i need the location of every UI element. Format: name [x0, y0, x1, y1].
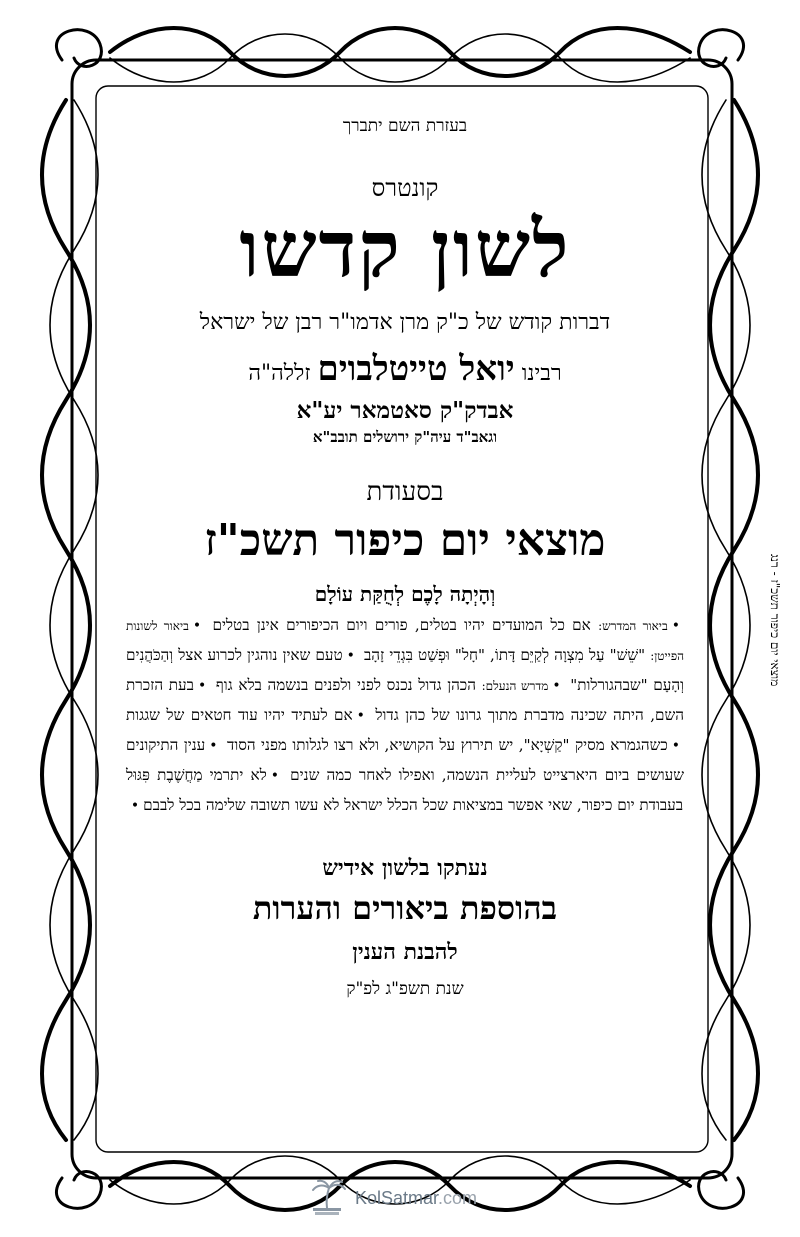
- summary-item: •כשהגמרא מסיק "קַשְׁיָא", יש תירוץ על הקושיא, ולא רצו לגלותו מפני הסוד: [227, 735, 681, 754]
- additions-note: בהוספת ביאורים והערות: [252, 888, 558, 927]
- summary-item: •בעת הזכרת השם, היתה שכינה מדברת מתוך גרונו של כהן גדול: [126, 675, 685, 724]
- kuntres-label: קונטרס: [371, 174, 439, 202]
- rebbe-title-2: וגאב"ד עיה"ק ירושלים תובב"א: [312, 427, 498, 446]
- rebbe-prefix: רבינו: [521, 360, 562, 386]
- summary-item: •טעם שאין נוהגין לכרוע אצל וְהַכֹּהֲנִים וְהָעָם "שבהגורלות": [126, 645, 685, 694]
- summary-item: •לא יתרמי מַחֲשֶׁבֶת פִּגּוּל בעבודת יום כיפור, שאי אפשר במציאות שכל הכלל ישראל לא עשו תשובה שלימה בכל לבבם•: [126, 765, 684, 814]
- summary-item: •אם לעתיד יהיו עוד חטאים של שגגות: [126, 705, 365, 724]
- summary-item: •ביאור לשונות הפייטן: "שֵׁשׁ" עַל מִצְוָה לְקַיֵּם דָּתוֹ, "חָל" וּפְשַׁט בִּגְדֵי זָהָב: [126, 617, 685, 664]
- rebbe-name: יואל טייטלבוים: [317, 348, 515, 389]
- summary-item: •ביאור המדרש: אם כל המועדים יהיו בטלים, פורים ויום הכיפורים אינן בטלים: [212, 615, 680, 634]
- topics-summary: [126, 611, 684, 821]
- occasion-event: מוצאי יום כיפור תשכ"ז: [204, 514, 606, 566]
- rebbe-title-1: אבדק"ק סאטמאר יע"א: [296, 396, 514, 424]
- rebbe-suffix: זללה"ה: [248, 360, 311, 386]
- understanding-note: להבנת הענין: [352, 938, 458, 965]
- title-page: [120, 108, 690, 1198]
- running-head-side: מוצאי יום כיפור תשכ"ז - רנג: [768, 553, 782, 687]
- logo-text: KolSatmar.com: [355, 1187, 478, 1208]
- blessing-header: בעזרת השם יתברך: [342, 116, 468, 136]
- palm-tree-books-icon: [305, 1178, 349, 1218]
- translated-note: נעתקו בלשון אידיש: [322, 854, 488, 881]
- site-logo[interactable]: [305, 1178, 477, 1218]
- main-title: לשון קדשו: [239, 204, 571, 295]
- rebbe-line: [120, 349, 690, 389]
- publication-year: שנת תשפ"ג לפ"ק: [346, 978, 464, 999]
- summary-item: •מדרש הנעלם: הכהן גדול נכנס לפני ולפנים בנשמה בלא גוף: [215, 675, 561, 694]
- verse-heading: וְהָיְתָה לָכֶם לְחֻקַּת עוֹלָם: [314, 581, 496, 606]
- subtitle-line: דברות קודש של כ"ק מרן אדמו"ר רבן של ישראל: [199, 309, 611, 335]
- occasion-prefix: בסעודת: [366, 476, 444, 507]
- summary-item: •ענין התיקונים שעושים ביום היארצייט לעליית הנשמה, ואפילו לאחר כמה שנים: [126, 735, 684, 784]
